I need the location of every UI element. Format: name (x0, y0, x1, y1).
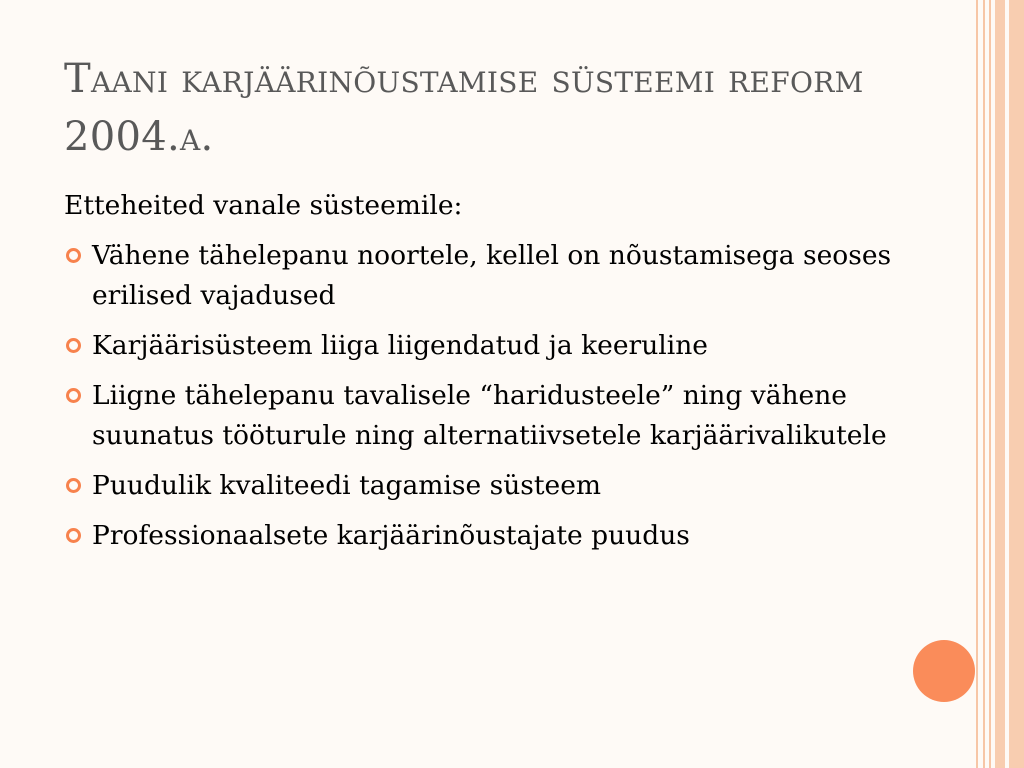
ring-bullet-icon (66, 478, 81, 493)
slide-title: Taani karjäärinõustamise süsteemi reform 2004.a. (64, 56, 864, 160)
ring-bullet-icon (66, 248, 81, 263)
bullet-list (64, 236, 904, 556)
ring-bullet-icon (66, 338, 81, 353)
stripe (995, 0, 1005, 768)
ring-bullet-icon (66, 528, 81, 543)
ring-bullet-icon (66, 388, 81, 403)
bullet-text: Karjäärisüsteem liiga liigendatud ja keeruline (92, 330, 708, 361)
bullet-text: Liigne tähelepanu tavalisele “haridusteele” ning vähene suunatus tööturule ning alternatiivsetele karjäärivalikutele (92, 380, 887, 451)
stripe (1009, 0, 1024, 768)
orange-circle-icon (913, 640, 975, 702)
list-item (64, 326, 904, 366)
list-item (64, 236, 904, 316)
intro-text: Etteheited vanale süsteemile: (64, 190, 463, 221)
slide-body (64, 186, 904, 566)
bullet-text: Professionaalsete karjäärinõustajate puudus (92, 520, 690, 551)
stripe (983, 0, 985, 768)
stripe (976, 0, 978, 768)
decorative-stripes (976, 0, 1024, 768)
bullet-text: Puudulik kvaliteedi tagamise süsteem (92, 470, 602, 501)
list-item (64, 376, 904, 456)
list-item (64, 466, 904, 506)
bullet-text: Vähene tähelepanu noortele, kellel on nõustamisega seoses erilised vajadused (92, 240, 892, 311)
stripe (989, 0, 991, 768)
list-item (64, 516, 904, 556)
